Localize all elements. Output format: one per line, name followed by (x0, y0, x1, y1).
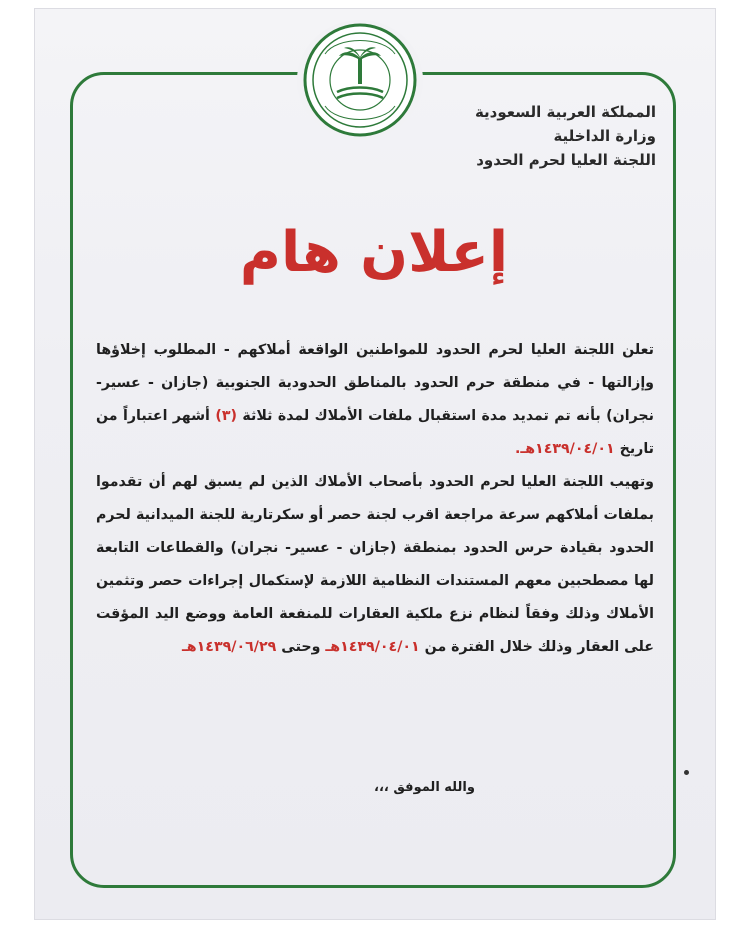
dot-mark (684, 770, 689, 775)
saudi-emblem-icon (297, 20, 423, 140)
p2-date-end: ١٤٣٩/٠٦/٢٩هـ (181, 639, 277, 655)
p1-number: (٣) (215, 408, 237, 424)
p1-text-a: تعلن اللجنة العليا لحرم الحدود للمواطنين الواقعة أملاكهم - المطلوب إخلاؤها وإزالتها - في منطقة حرم الحدود بالمناطق الحدودية الجنوبية (جازان - عسير- نجران) بأنه تم تمديد مدة استقبال ملفات الأملاك لمدة ثلاثة (96, 342, 654, 424)
notice-poster (34, 8, 716, 920)
paragraph-2 (96, 466, 654, 664)
paragraph-1 (96, 334, 654, 466)
announcement-body (96, 334, 654, 664)
p1-text-b: أشهر اعتباراً من تاريخ (96, 408, 654, 457)
p1-date: ١٤٣٩/٠٤/٠١هـ. (514, 441, 615, 457)
header-country: المملكة العربية السعودية (474, 103, 656, 121)
p2-date-start: ١٤٣٩/٠٤/٠١هـ (325, 639, 420, 655)
issuer-header (426, 100, 656, 172)
p2-text-b: وحتى (281, 639, 321, 655)
closing-line: والله الموفق ،،، (374, 780, 475, 795)
header-ministry: وزارة الداخلية (553, 127, 656, 145)
announcement-title: إعلان هام (239, 220, 509, 285)
header-committee: اللجنة العليا لحرم الحدود (476, 151, 656, 169)
p2-text-a: وتهيب اللجنة العليا لحرم الحدود بأصحاب الأملاك الذين لم يسبق لهم أن تقدموا بملفات أملاكهم سرعة مراجعة اقرب لجنة حصر أو سكرتارية للجنة الميدانية لحرم الحدود بقيادة حرس الحدود بمنطقة (جازان - عسير- نجران) والقطاعات التابعة لها مصطحبين معهم المستندات النظامية اللازمة لإستكمال إجراءات حصر وتثمين الأملاك وذلك وفقاً لنظام نزع ملكية العقارات للمنفعة العامة ووضع اليد المؤقت على العقار وذلك خلال الفترة من (96, 474, 654, 655)
